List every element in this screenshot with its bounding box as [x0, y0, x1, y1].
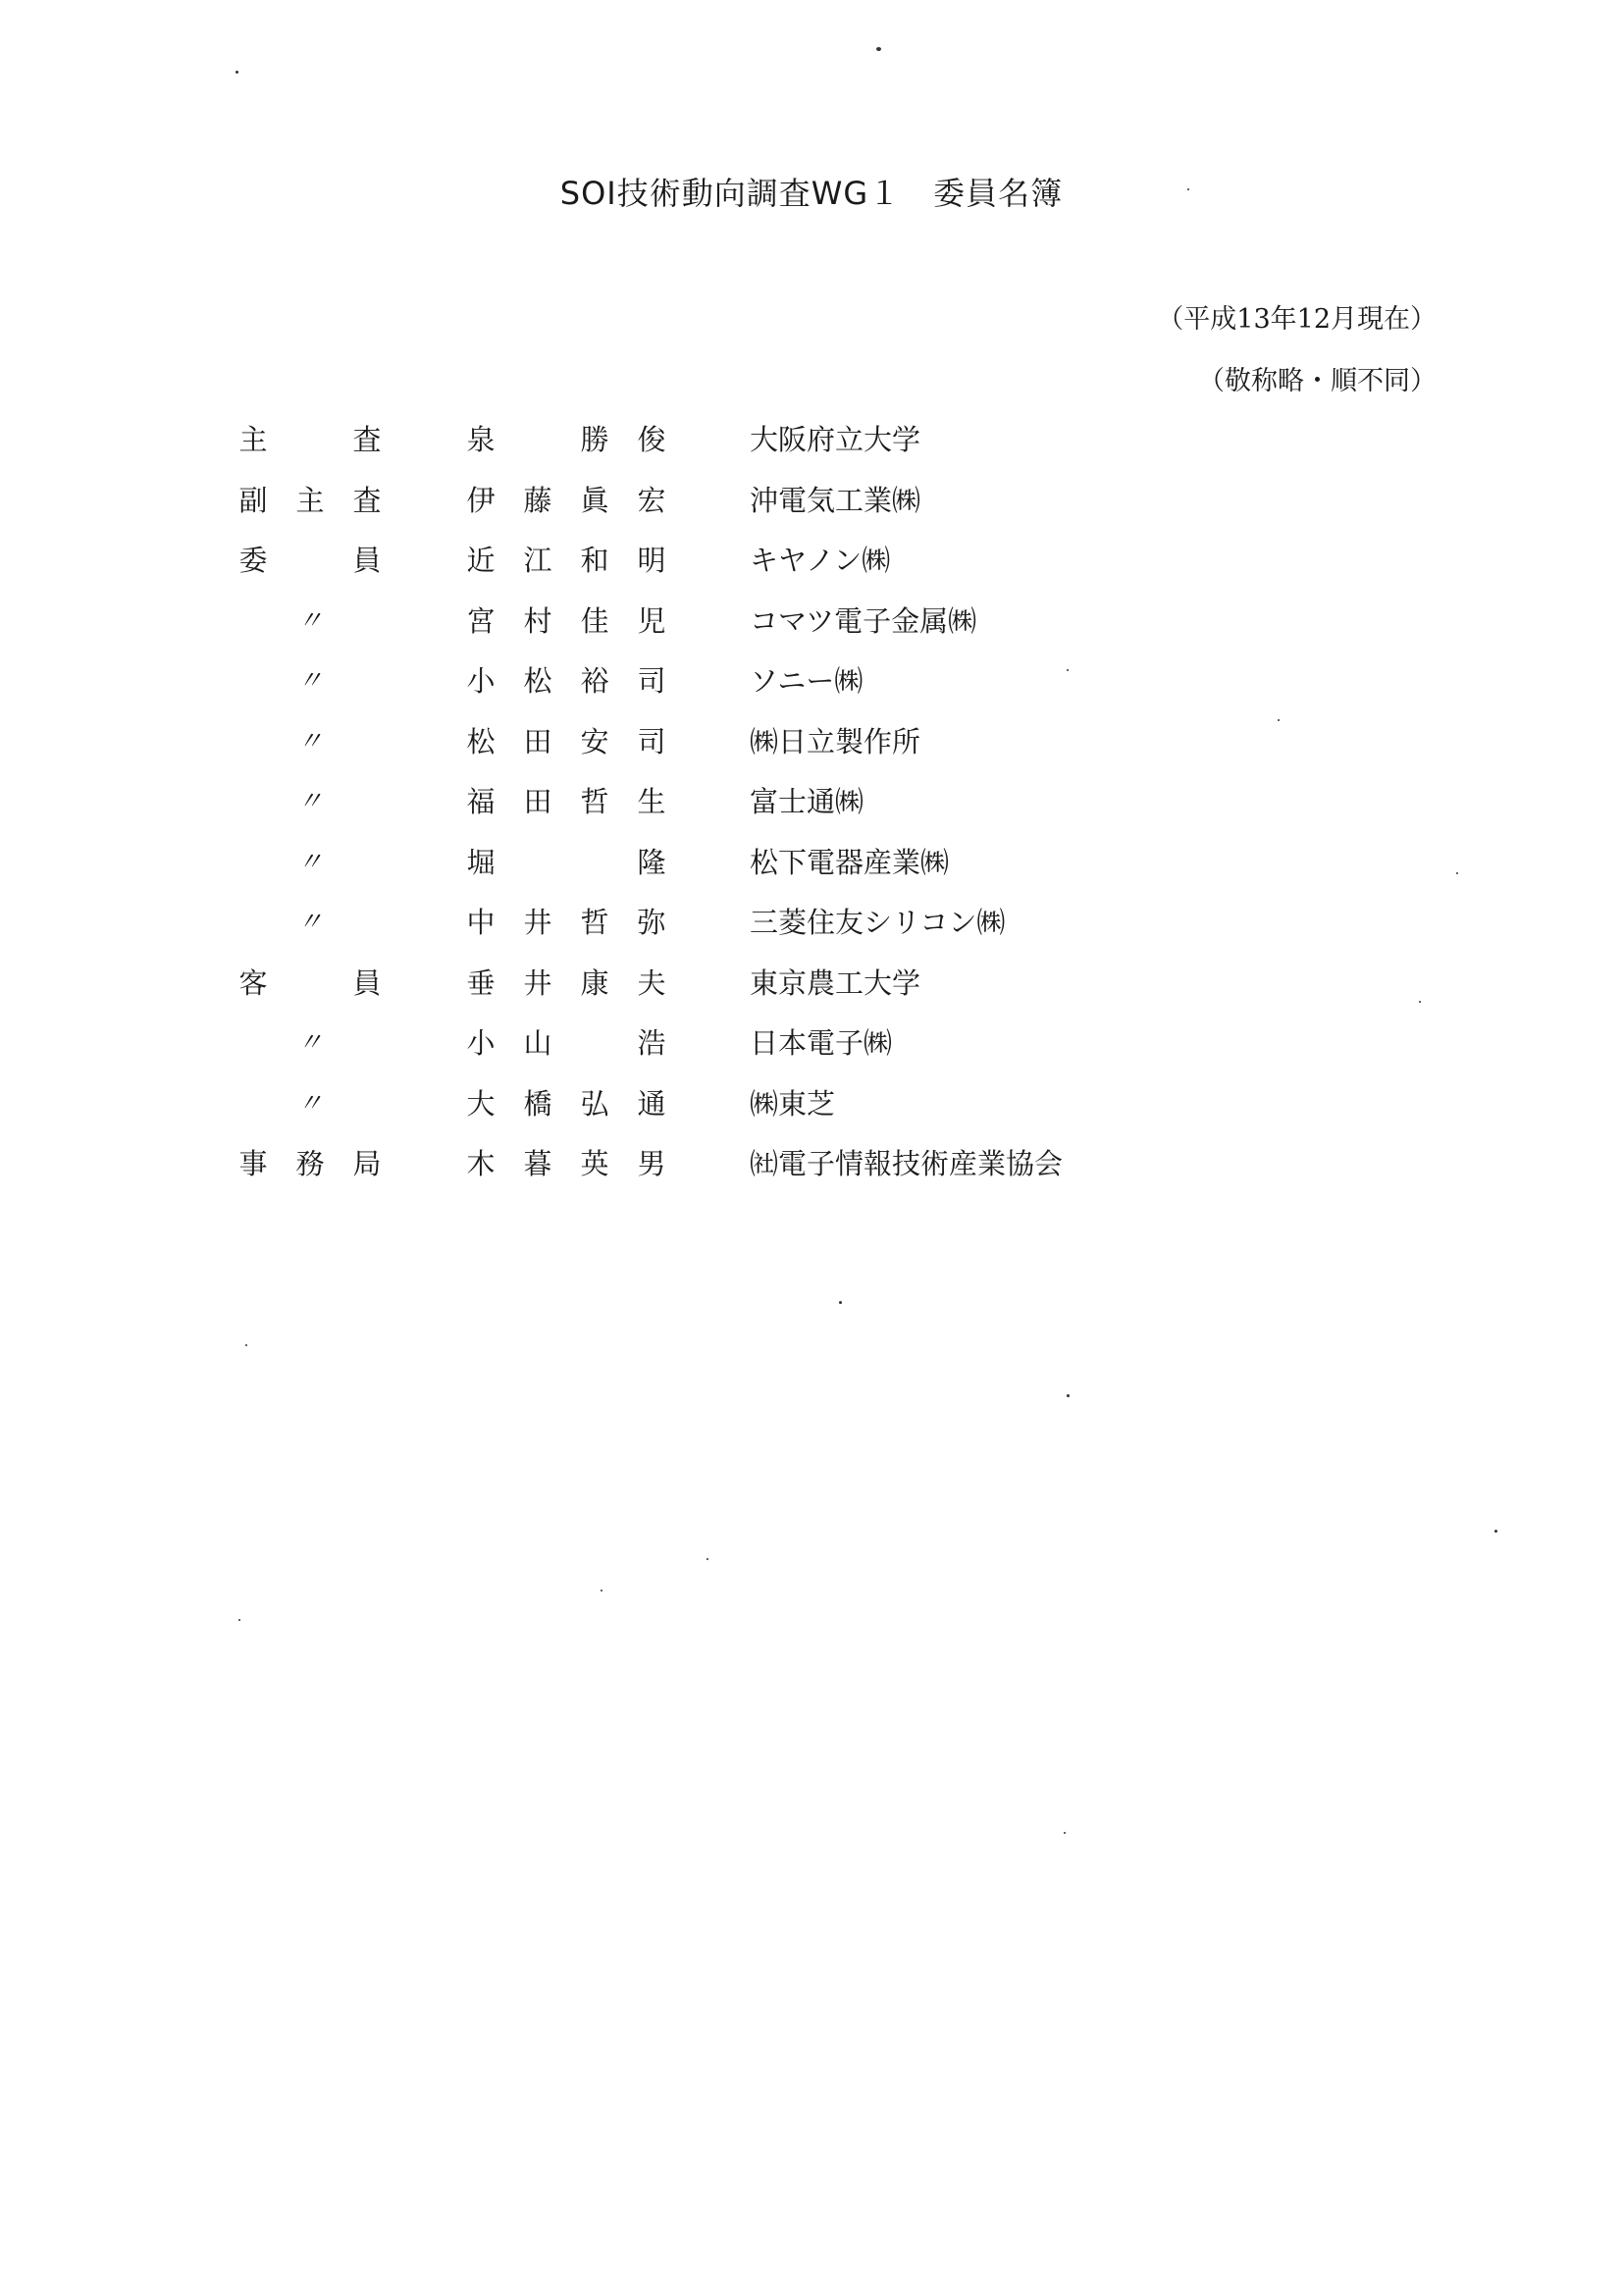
name-char: 康 — [580, 965, 609, 1000]
member-organization: 東京農工大学 — [750, 965, 921, 1000]
name-char: 福 — [466, 785, 496, 818]
role-char: 局 — [352, 1147, 382, 1180]
name-char: 村 — [523, 603, 552, 638]
member-row — [234, 893, 1411, 954]
name-char: 江 — [523, 544, 552, 577]
ditto-mark: 〃 — [296, 726, 323, 757]
member-organization: 日本電子㈱ — [750, 1026, 893, 1060]
honorific-note: （敬称略・順不同） — [1198, 366, 1437, 396]
name-char: 弥 — [637, 906, 666, 939]
name-char: 橋 — [523, 1086, 552, 1121]
member-organization: 沖電気工業㈱ — [750, 483, 921, 517]
member-role — [234, 1134, 400, 1195]
name-char: 俊 — [637, 423, 666, 456]
member-organization: 松下電器産業㈱ — [750, 845, 950, 879]
name-char: 松 — [466, 724, 496, 758]
ditto-mark: 〃 — [296, 1028, 323, 1058]
ditto-mark: 〃 — [296, 847, 323, 877]
name-char: 宮 — [466, 603, 496, 638]
member-organization: 三菱住友シリコン㈱ — [750, 906, 1006, 939]
scan-speck — [1456, 872, 1458, 874]
scan-speck — [1064, 1832, 1066, 1834]
name-char: 男 — [637, 1147, 666, 1180]
name-char: 安 — [580, 724, 609, 758]
name-char: 暮 — [523, 1147, 552, 1180]
member-name — [461, 833, 697, 894]
member-organization: キヤノン㈱ — [750, 544, 891, 577]
ditto-mark: 〃 — [296, 1088, 323, 1119]
name-char: 大 — [466, 1086, 496, 1121]
name-char: 通 — [637, 1086, 666, 1121]
scan-speck — [601, 1590, 602, 1592]
name-char: 井 — [523, 906, 552, 939]
role-char: 副 — [238, 483, 268, 517]
scan-speck — [245, 1344, 247, 1346]
name-char: 垂 — [466, 965, 496, 1000]
role-char: 査 — [352, 483, 382, 517]
member-row — [234, 954, 1411, 1015]
member-row — [234, 592, 1411, 652]
name-char: 夫 — [637, 965, 666, 1000]
member-name — [461, 531, 697, 592]
name-char: 藤 — [523, 483, 552, 517]
member-row — [234, 410, 1411, 471]
ditto-mark: 〃 — [296, 605, 323, 636]
role-char: 査 — [352, 423, 382, 456]
scan-speck — [1278, 719, 1280, 721]
name-char: 眞 — [580, 483, 609, 517]
member-row — [234, 652, 1411, 712]
name-char: 司 — [637, 724, 666, 758]
name-char: 児 — [637, 603, 666, 638]
member-row — [234, 471, 1411, 532]
name-char: 生 — [637, 785, 666, 818]
member-role — [234, 471, 400, 532]
member-row — [234, 712, 1411, 773]
role-char: 客 — [238, 965, 268, 1000]
name-char: 小 — [466, 664, 496, 698]
role-char: 主 — [238, 423, 268, 456]
member-name — [461, 712, 697, 773]
member-name — [461, 1074, 697, 1135]
member-row — [234, 1074, 1411, 1135]
role-char: 事 — [238, 1147, 268, 1180]
name-char: 田 — [523, 785, 552, 818]
scan-speck — [238, 1619, 240, 1621]
member-organization: 大阪府立大学 — [750, 423, 921, 456]
scan-speck — [236, 71, 238, 74]
name-char: 弘 — [580, 1086, 609, 1121]
member-name — [461, 592, 697, 652]
member-row — [234, 1134, 1411, 1195]
scan-speck — [839, 1301, 842, 1304]
member-row — [234, 531, 1411, 592]
ditto-mark: 〃 — [296, 666, 323, 696]
scan-speck — [1067, 1394, 1070, 1397]
name-char: 勝 — [580, 423, 609, 456]
scan-speck — [1494, 1530, 1497, 1533]
name-char: 哲 — [580, 906, 609, 939]
role-char: 委 — [238, 544, 268, 577]
name-char: 井 — [523, 965, 552, 1000]
member-organization: コマツ電子金属㈱ — [750, 603, 977, 638]
scan-speck — [707, 1558, 708, 1560]
name-char: 隆 — [637, 845, 666, 879]
member-organization: ㈳電子情報技術産業協会 — [750, 1147, 1064, 1180]
name-char: 田 — [523, 724, 552, 758]
member-role — [234, 954, 400, 1015]
name-char: 佳 — [580, 603, 609, 638]
name-char: 哲 — [580, 785, 609, 818]
name-char: 松 — [523, 664, 552, 698]
member-name — [461, 1014, 697, 1074]
name-char: 和 — [580, 544, 609, 577]
member-role — [234, 1014, 400, 1074]
member-organization: ソニー㈱ — [750, 664, 864, 698]
member-role — [234, 772, 400, 833]
member-role — [234, 712, 400, 773]
role-char: 員 — [352, 544, 382, 577]
member-organization: 富士通㈱ — [750, 785, 864, 818]
role-char: 務 — [295, 1147, 325, 1180]
member-name — [461, 652, 697, 712]
member-row — [234, 1014, 1411, 1074]
member-row — [234, 833, 1411, 894]
name-char: 小 — [466, 1026, 496, 1060]
page-title: SOI技術動向調査WG１ 委員名簿 — [559, 175, 1064, 212]
member-name — [461, 954, 697, 1015]
member-role — [234, 893, 400, 954]
member-name — [461, 772, 697, 833]
name-char: 中 — [466, 906, 496, 939]
member-role — [234, 531, 400, 592]
member-name — [461, 893, 697, 954]
name-char: 英 — [580, 1147, 609, 1180]
scan-speck — [1419, 1001, 1421, 1003]
scan-speck — [1067, 669, 1069, 671]
member-organization: ㈱東芝 — [750, 1086, 836, 1121]
member-role — [234, 833, 400, 894]
member-role — [234, 410, 400, 471]
role-char: 員 — [352, 965, 382, 1000]
name-char: 司 — [637, 664, 666, 698]
scan-speck — [1187, 188, 1189, 190]
name-char: 近 — [466, 544, 496, 577]
name-char: 浩 — [637, 1026, 666, 1060]
member-name — [461, 410, 697, 471]
name-char: 裕 — [580, 664, 609, 698]
name-char: 泉 — [466, 423, 496, 456]
scan-speck — [876, 47, 881, 51]
member-name — [461, 471, 697, 532]
name-char: 山 — [523, 1026, 552, 1060]
date-note: （平成13年12月現在） — [1157, 304, 1437, 335]
member-organization: ㈱日立製作所 — [750, 724, 921, 758]
member-role — [234, 592, 400, 652]
member-row — [234, 772, 1411, 833]
member-name — [461, 1134, 697, 1195]
role-char: 主 — [295, 483, 325, 517]
name-char: 明 — [637, 544, 666, 577]
name-char: 宏 — [637, 483, 666, 517]
ditto-mark: 〃 — [296, 787, 323, 816]
ditto-mark: 〃 — [296, 908, 323, 937]
member-roster — [234, 410, 1411, 1195]
name-char: 伊 — [466, 483, 496, 517]
name-char: 堀 — [466, 845, 496, 879]
name-char: 木 — [466, 1147, 496, 1180]
member-role — [234, 1074, 400, 1135]
member-role — [234, 652, 400, 712]
